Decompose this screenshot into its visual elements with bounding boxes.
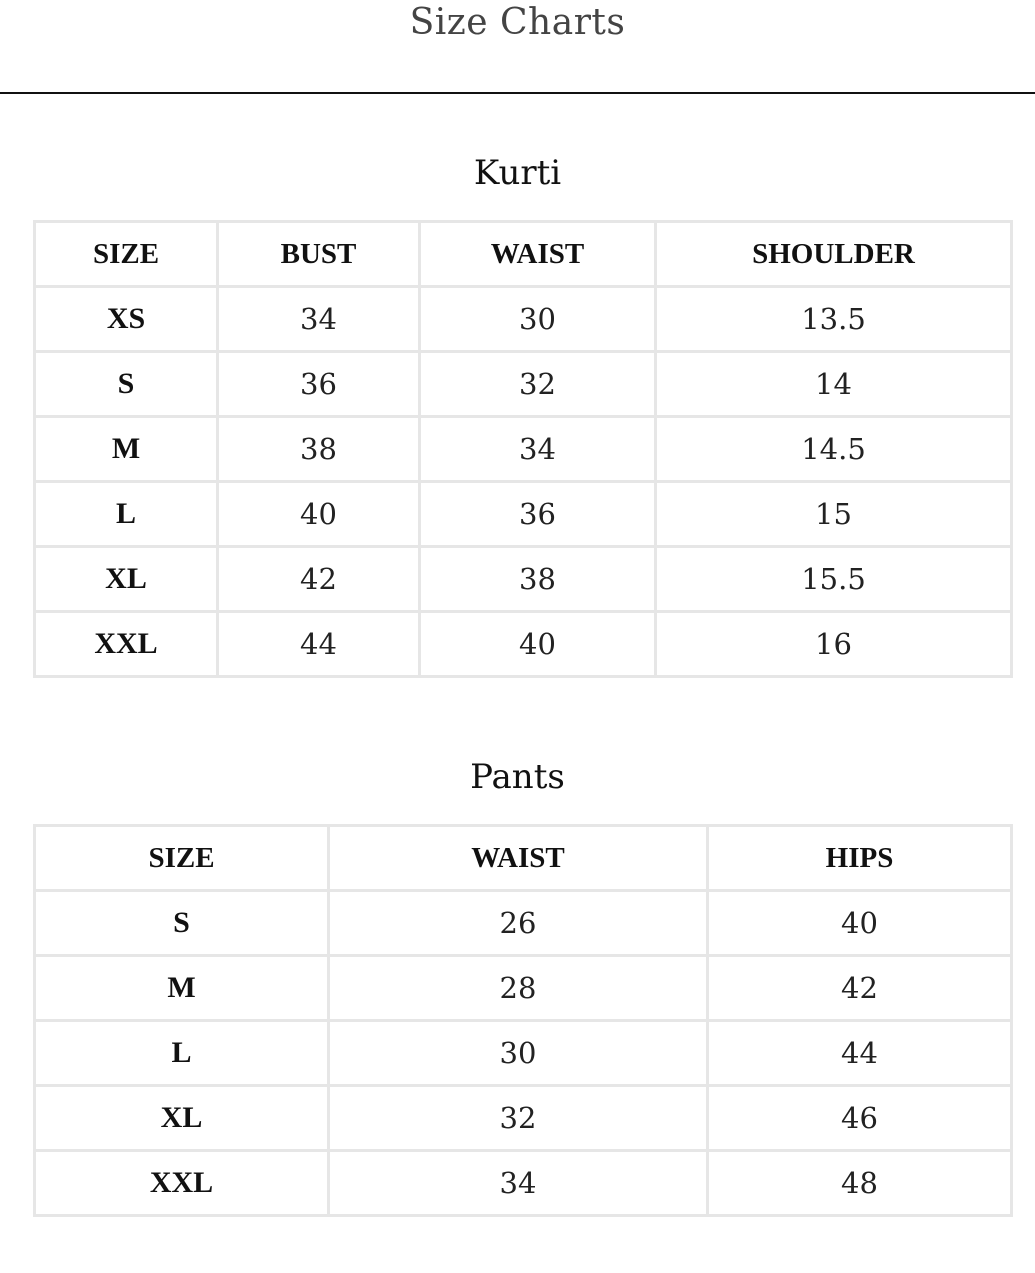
size-cell: M (35, 956, 329, 1021)
shoulder-cell: 14.5 (656, 417, 1012, 482)
waist-cell: 30 (420, 287, 656, 352)
bust-cell: 38 (218, 417, 420, 482)
size-cell: XXL (35, 612, 218, 677)
column-header-size: SIZE (35, 826, 329, 891)
size-cell: XL (35, 1086, 329, 1151)
size-cell: XL (35, 547, 218, 612)
bust-cell: 36 (218, 352, 420, 417)
size-cell: L (35, 482, 218, 547)
page-header (0, 0, 1035, 94)
column-header-bust: BUST (218, 222, 420, 287)
table-row (35, 891, 1012, 956)
waist-cell: 34 (420, 417, 656, 482)
table-row (35, 956, 1012, 1021)
size-cell: S (35, 891, 329, 956)
table-row (35, 417, 1012, 482)
waist-cell: 32 (329, 1086, 708, 1151)
page-title: Size Charts (409, 2, 626, 43)
waist-cell: 36 (420, 482, 656, 547)
pants-section-title: Pants (470, 757, 565, 797)
size-cell: L (35, 1021, 329, 1086)
table-row (35, 482, 1012, 547)
shoulder-cell: 15.5 (656, 547, 1012, 612)
shoulder-cell: 14 (656, 352, 1012, 417)
waist-cell: 28 (329, 956, 708, 1021)
column-header-waist: WAIST (420, 222, 656, 287)
size-cell: S (35, 352, 218, 417)
waist-cell: 30 (329, 1021, 708, 1086)
hips-cell: 42 (708, 956, 1012, 1021)
table-row (35, 612, 1012, 677)
waist-cell: 26 (329, 891, 708, 956)
waist-cell: 38 (420, 547, 656, 612)
size-cell: M (35, 417, 218, 482)
shoulder-cell: 16 (656, 612, 1012, 677)
size-cell: XS (35, 287, 218, 352)
bust-cell: 40 (218, 482, 420, 547)
hips-cell: 48 (708, 1151, 1012, 1216)
kurti-section-title: Kurti (473, 153, 562, 193)
shoulder-cell: 13.5 (656, 287, 1012, 352)
hips-cell: 46 (708, 1086, 1012, 1151)
size-cell: XXL (35, 1151, 329, 1216)
bust-cell: 44 (218, 612, 420, 677)
table-row (35, 287, 1012, 352)
table-row (35, 1086, 1012, 1151)
shoulder-cell: 15 (656, 482, 1012, 547)
hips-cell: 44 (708, 1021, 1012, 1086)
hips-cell: 40 (708, 891, 1012, 956)
bust-cell: 42 (218, 547, 420, 612)
column-header-hips: HIPS (708, 826, 1012, 891)
column-header-waist: WAIST (329, 826, 708, 891)
waist-cell: 40 (420, 612, 656, 677)
table-row (35, 1151, 1012, 1216)
column-header-shoulder: SHOULDER (656, 222, 1012, 287)
waist-cell: 32 (420, 352, 656, 417)
table-header-row (35, 826, 1012, 891)
table-header-row (35, 222, 1012, 287)
waist-cell: 34 (329, 1151, 708, 1216)
column-header-size: SIZE (35, 222, 218, 287)
table-row (35, 352, 1012, 417)
table-row (35, 547, 1012, 612)
bust-cell: 34 (218, 287, 420, 352)
pants-size-table (33, 824, 1013, 1217)
kurti-size-table (33, 220, 1013, 678)
table-row (35, 1021, 1012, 1086)
